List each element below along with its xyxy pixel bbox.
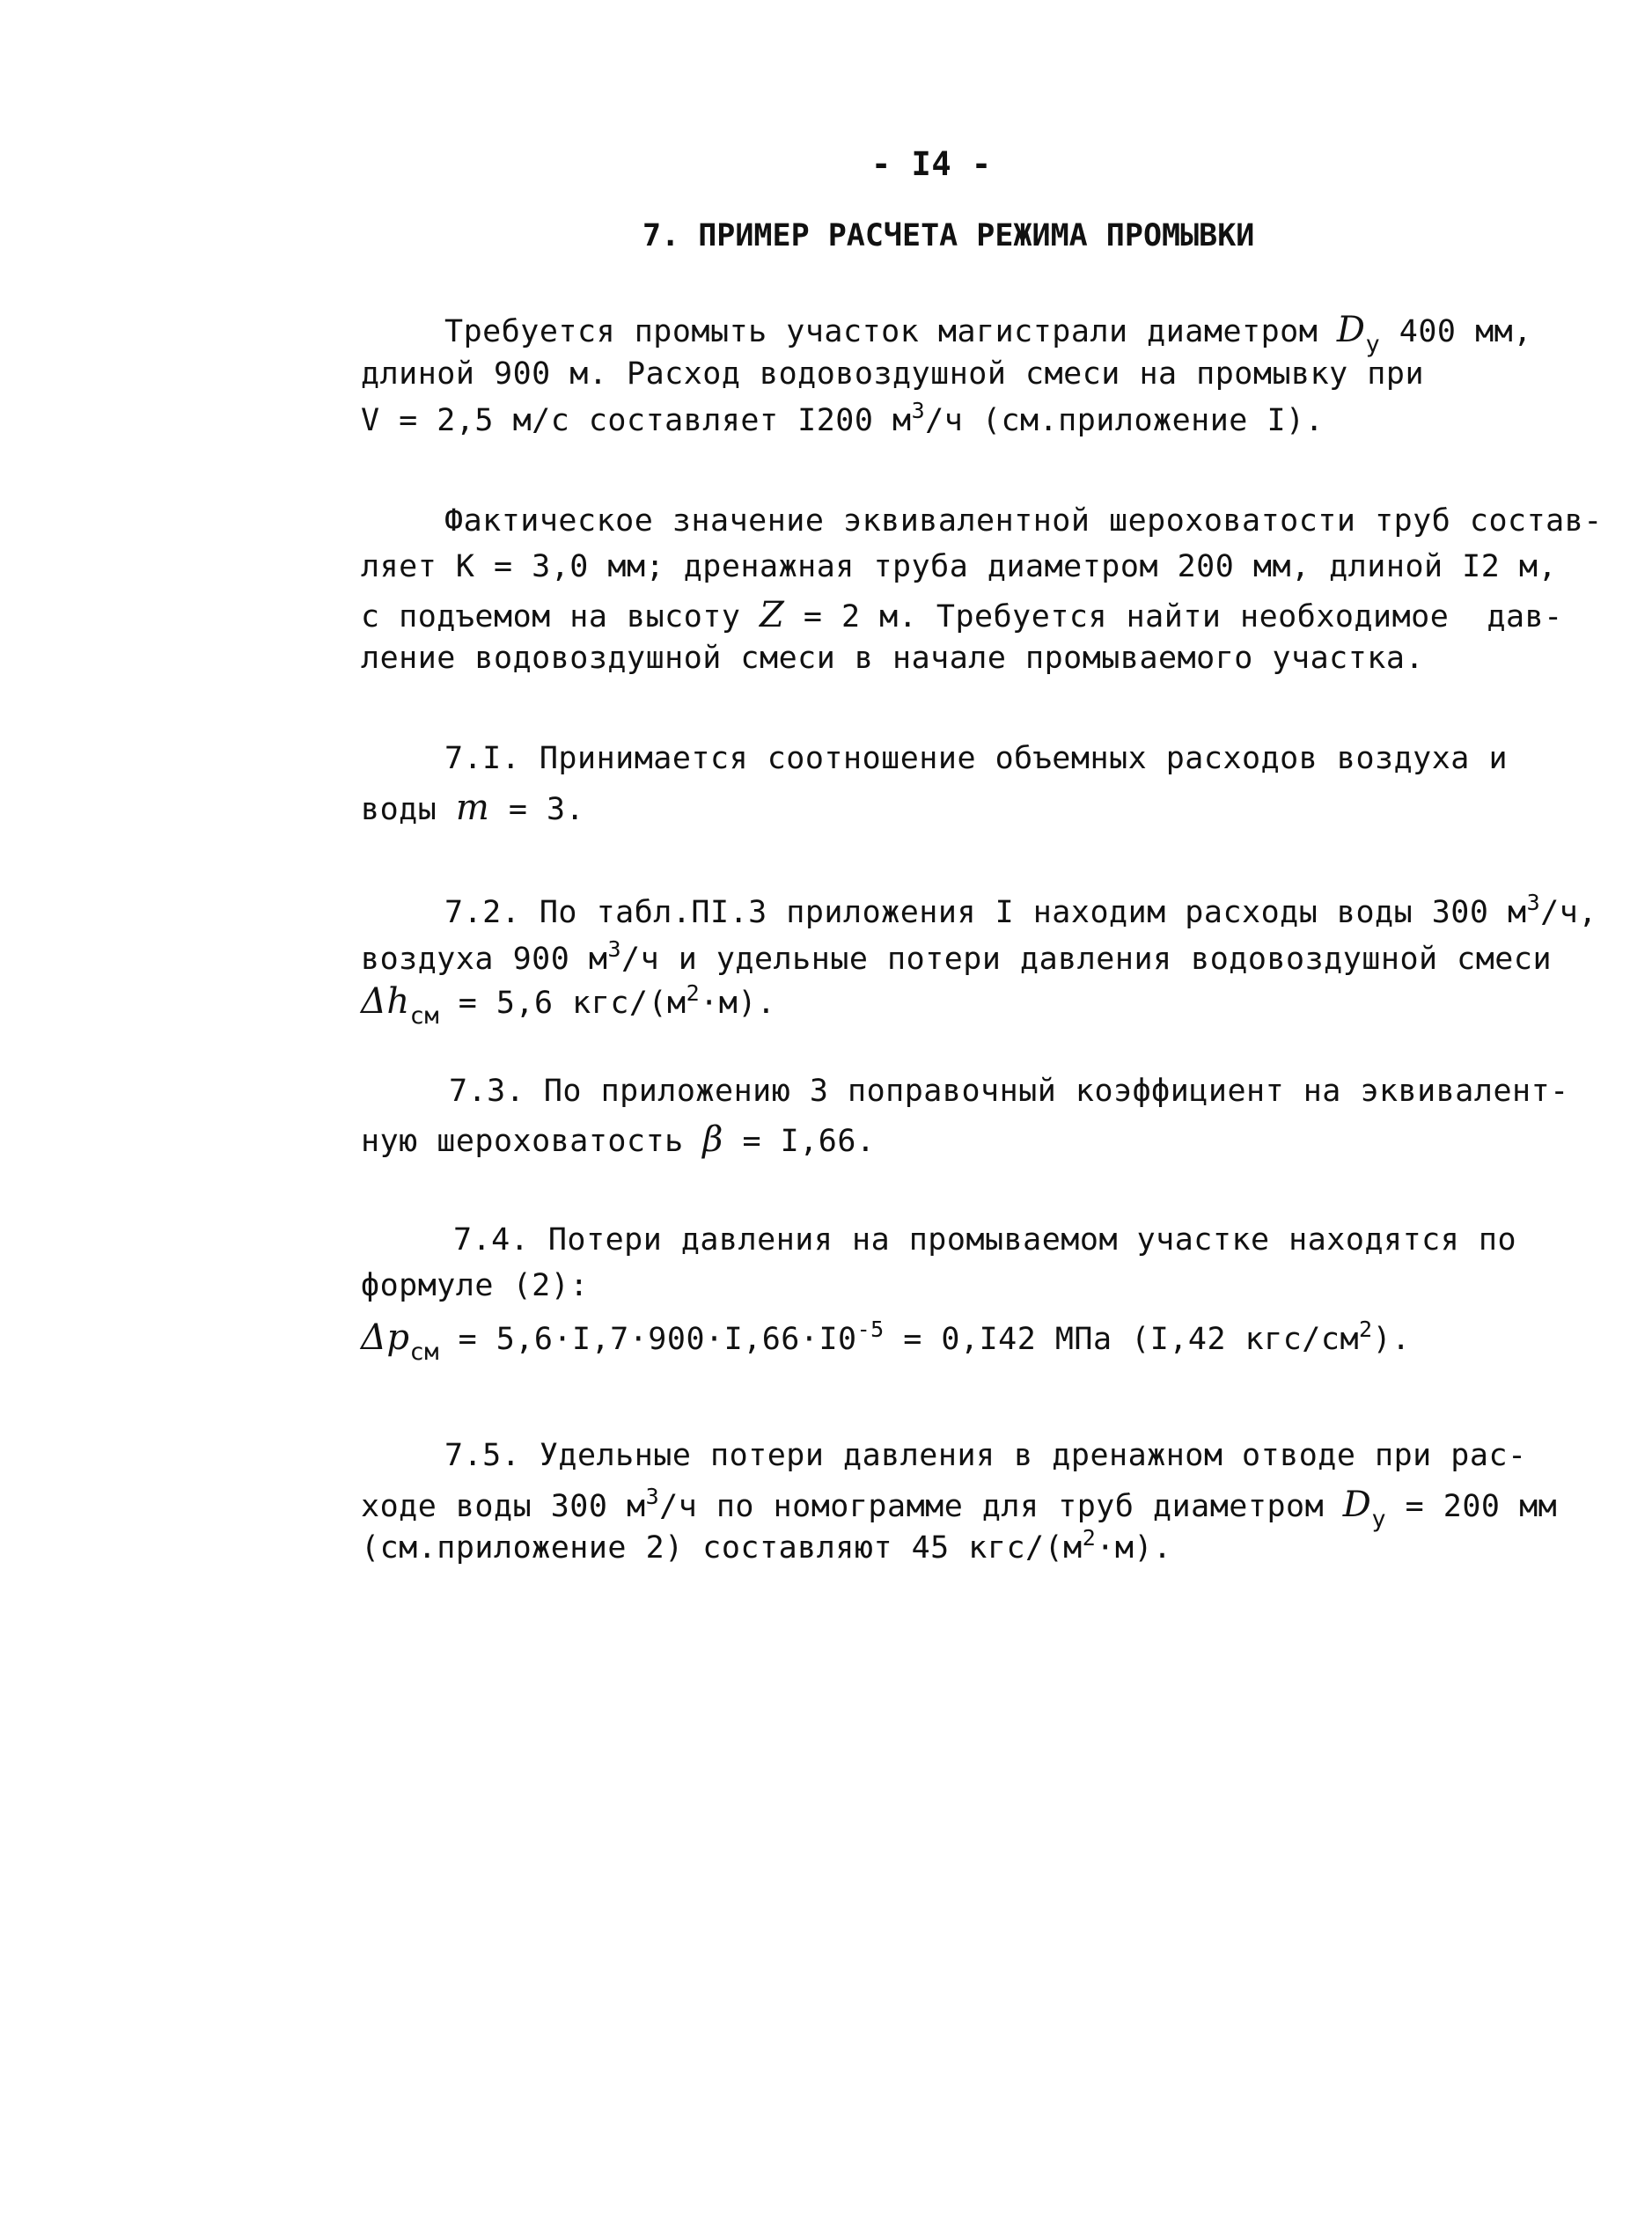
s73-line-2: ную шероховатость β = I,66. — [361, 1119, 876, 1160]
s72-line-3: $\Delta h_{см} = 5,6$ кгс/$(м^2\cdot м)$. — [361, 980, 776, 1030]
math-var-Z: Z — [760, 595, 785, 635]
s74-line-2: формуле (2): — [361, 1268, 589, 1303]
section-heading: 7. ПРИМЕР РАСЧЕТА РЕЖИМА ПРОМЫВКИ — [642, 218, 1255, 253]
p1-line-2: длиной 900 м. Расход водовоздушной смеси на промывку при — [361, 356, 1425, 392]
s73-line-1: 7.3. По приложению 3 поправочный коэффициент на эквивалент- — [449, 1074, 1569, 1109]
s71-line-1: 7.I. Принимается соотношение объемных расходов воздуха и — [444, 741, 1509, 776]
p2-line-2: ляет К = 3,0 мм; дренажная труба диаметром 200 мм, длиной I2 м, — [361, 549, 1558, 584]
p2-line-3: с подъемом на высоту Z = 2 м. Требуется найти необходимое дав- — [361, 595, 1563, 635]
math-var-delta-p: Δp — [361, 1317, 410, 1358]
math-var-D: D — [1342, 1485, 1372, 1525]
p2-line-1: Фактическое значение эквивалентной шероховатости труб состав- — [444, 503, 1603, 539]
math-var-delta-h: Δh — [361, 981, 410, 1022]
s74-line-1: 7.4. Потери давления на промываемом участке находятся по — [453, 1222, 1517, 1258]
s74-formula: $\Delta p_{см} = 5,6\cdot I,7\cdot 900\cdot I,66\cdot I0^{-5} = 0,I42$ МПа (I,42 кгс/$см^2$). — [361, 1317, 1411, 1366]
s72-line-1: 7.2. По табл.ПI.3 приложения I находим расходы воды 300 $м^3/ч$, — [444, 890, 1597, 930]
page-number: - I4 - — [871, 145, 992, 183]
s71-line-2: воды m = 3. — [361, 788, 585, 828]
math-var-D: D — [1336, 310, 1366, 350]
s75-line-1: 7.5. Удельные потери давления в дренажном отводе при рас- — [444, 1438, 1527, 1473]
math-var-beta: β — [702, 1119, 723, 1160]
math-var-m: m — [455, 788, 490, 828]
s72-line-2: воздуха 900 $м^3/ч$ и удельные потери давления водовоздушной смеси — [361, 936, 1553, 977]
s75-line-2: ходе воды 300 $м^3/ч$ по номограмме для труб диаметром $D_у = 200$ мм — [361, 1484, 1558, 1533]
p1-line-1: Требуется промыть участок магистрали диаметром $D_у$ 400 мм, — [444, 310, 1532, 358]
s75-line-3: (см.приложение 2) составляют 45 кгс/$(м^2\cdot м)$. — [361, 1525, 1172, 1566]
p1-line-3: V = 2,5 м/с составляет I200 $м^3/ч$ (см.приложение I). — [361, 398, 1325, 438]
p2-line-4: ление водовоздушной смеси в начале промываемого участка. — [361, 641, 1425, 676]
